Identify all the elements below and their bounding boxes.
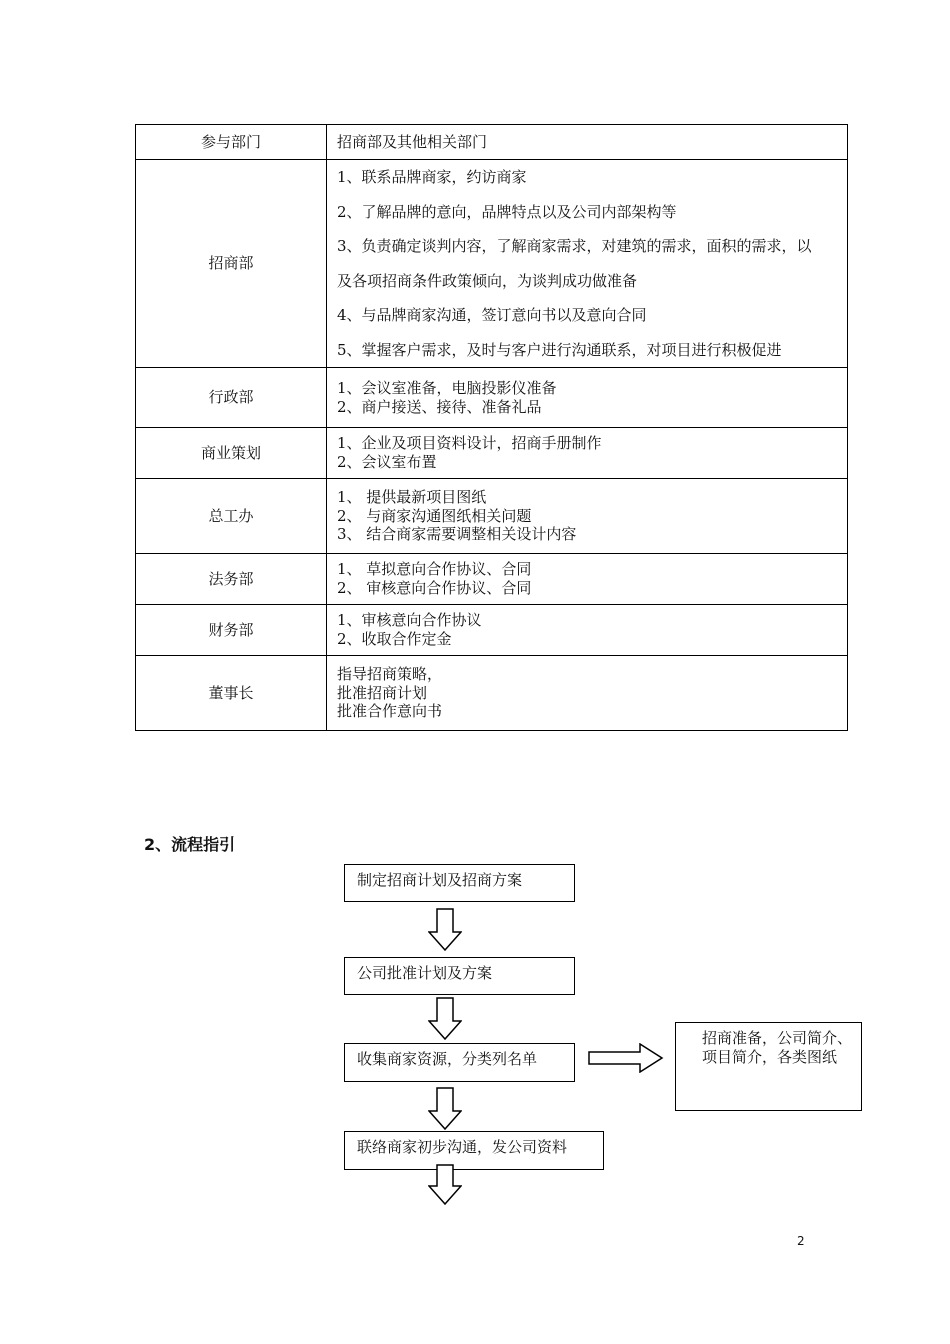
duty-line: 及各项招商条件政策倾向，为谈判成功做准备 bbox=[337, 271, 638, 290]
duty-line: 2、收取合作定金 bbox=[337, 630, 452, 648]
duty-line: 1、联系品牌商家，约访商家 bbox=[337, 168, 527, 186]
duty-cell bbox=[327, 428, 848, 479]
flow-step-contact: 联络商家初步沟通，发公司资料 bbox=[344, 1131, 604, 1170]
duty-cell bbox=[327, 125, 848, 160]
duty-line: 4、与品牌商家沟通，签订意向书以及意向合同 bbox=[337, 306, 647, 324]
dept-cell: 参与部门 bbox=[136, 125, 327, 160]
duty-line: 2、了解品牌的意向，品牌特点以及公司内部架构等 bbox=[337, 202, 677, 221]
duty-line: 2、商户接送、接待、准备礼品 bbox=[337, 397, 542, 416]
table-row bbox=[136, 479, 848, 554]
flow-step-collect: 收集商家资源，分类列名单 bbox=[344, 1043, 575, 1082]
duty-cell bbox=[327, 368, 848, 428]
duty-cell bbox=[327, 479, 848, 554]
table-row bbox=[136, 160, 848, 368]
side-note-line: 招商准备，公司简介、 bbox=[702, 1029, 853, 1047]
down-arrow-icon bbox=[428, 997, 462, 1041]
down-arrow-icon bbox=[428, 908, 462, 952]
table-row bbox=[136, 605, 848, 656]
dept-cell: 董事长 bbox=[136, 656, 327, 731]
dept-cell: 商业策划 bbox=[136, 428, 327, 479]
dept-cell: 总工办 bbox=[136, 479, 327, 554]
department-duties-table bbox=[135, 124, 848, 731]
duty-cell bbox=[327, 605, 848, 656]
duty-line: 1、企业及项目资料设计，招商手册制作 bbox=[337, 434, 602, 453]
duty-line: 招商部及其他相关部门 bbox=[337, 132, 488, 151]
duty-line: 3、 结合商家需要调整相关设计内容 bbox=[337, 525, 577, 544]
duty-line: 批准合作意向书 bbox=[337, 702, 443, 721]
duty-cell bbox=[327, 656, 848, 731]
duty-line: 5、掌握客户需求，及时与客户进行沟通联系，对项目进行积极促进 bbox=[337, 340, 782, 359]
down-arrow-icon bbox=[428, 1164, 462, 1206]
table-row bbox=[136, 554, 848, 605]
duty-line: 1、 提供最新项目图纸 bbox=[337, 487, 487, 506]
duty-line: 指导招商策略， bbox=[337, 664, 443, 683]
duty-line: 1、审核意向合作协议 bbox=[337, 611, 482, 630]
down-arrow-icon bbox=[428, 1087, 462, 1131]
duty-line: 2、会议室布置 bbox=[337, 453, 437, 471]
table-row bbox=[136, 368, 848, 428]
duty-line: 1、会议室准备，电脑投影仪准备 bbox=[337, 378, 557, 397]
table-row bbox=[136, 428, 848, 479]
duty-cell bbox=[327, 160, 848, 368]
section-heading: 2、流程指引 bbox=[144, 835, 236, 854]
flow-step-plan: 制定招商计划及招商方案 bbox=[344, 864, 575, 902]
dept-cell: 行政部 bbox=[136, 368, 327, 428]
dept-cell: 法务部 bbox=[136, 554, 327, 605]
duty-cell bbox=[327, 554, 848, 605]
flow-side-note bbox=[675, 1022, 862, 1111]
table-row bbox=[136, 656, 848, 731]
dept-cell: 财务部 bbox=[136, 605, 327, 656]
duty-line: 2、 审核意向合作协议、合同 bbox=[337, 579, 532, 597]
side-note-line: 项目简介，各类图纸 bbox=[702, 1048, 838, 1066]
duty-line: 1、 草拟意向合作协议、合同 bbox=[337, 560, 532, 579]
table-row bbox=[136, 125, 848, 160]
duty-line: 批准招商计划 bbox=[337, 683, 428, 702]
flow-step-approve: 公司批准计划及方案 bbox=[344, 957, 575, 995]
duty-line: 2、 与商家沟通图纸相关问题 bbox=[337, 506, 532, 525]
right-arrow-icon bbox=[588, 1043, 664, 1073]
dept-cell: 招商部 bbox=[136, 160, 327, 368]
page-number: 2 bbox=[797, 1234, 805, 1248]
duty-line: 3、负责确定谈判内容，了解商家需求，对建筑的需求，面积的需求，以 bbox=[337, 237, 812, 255]
